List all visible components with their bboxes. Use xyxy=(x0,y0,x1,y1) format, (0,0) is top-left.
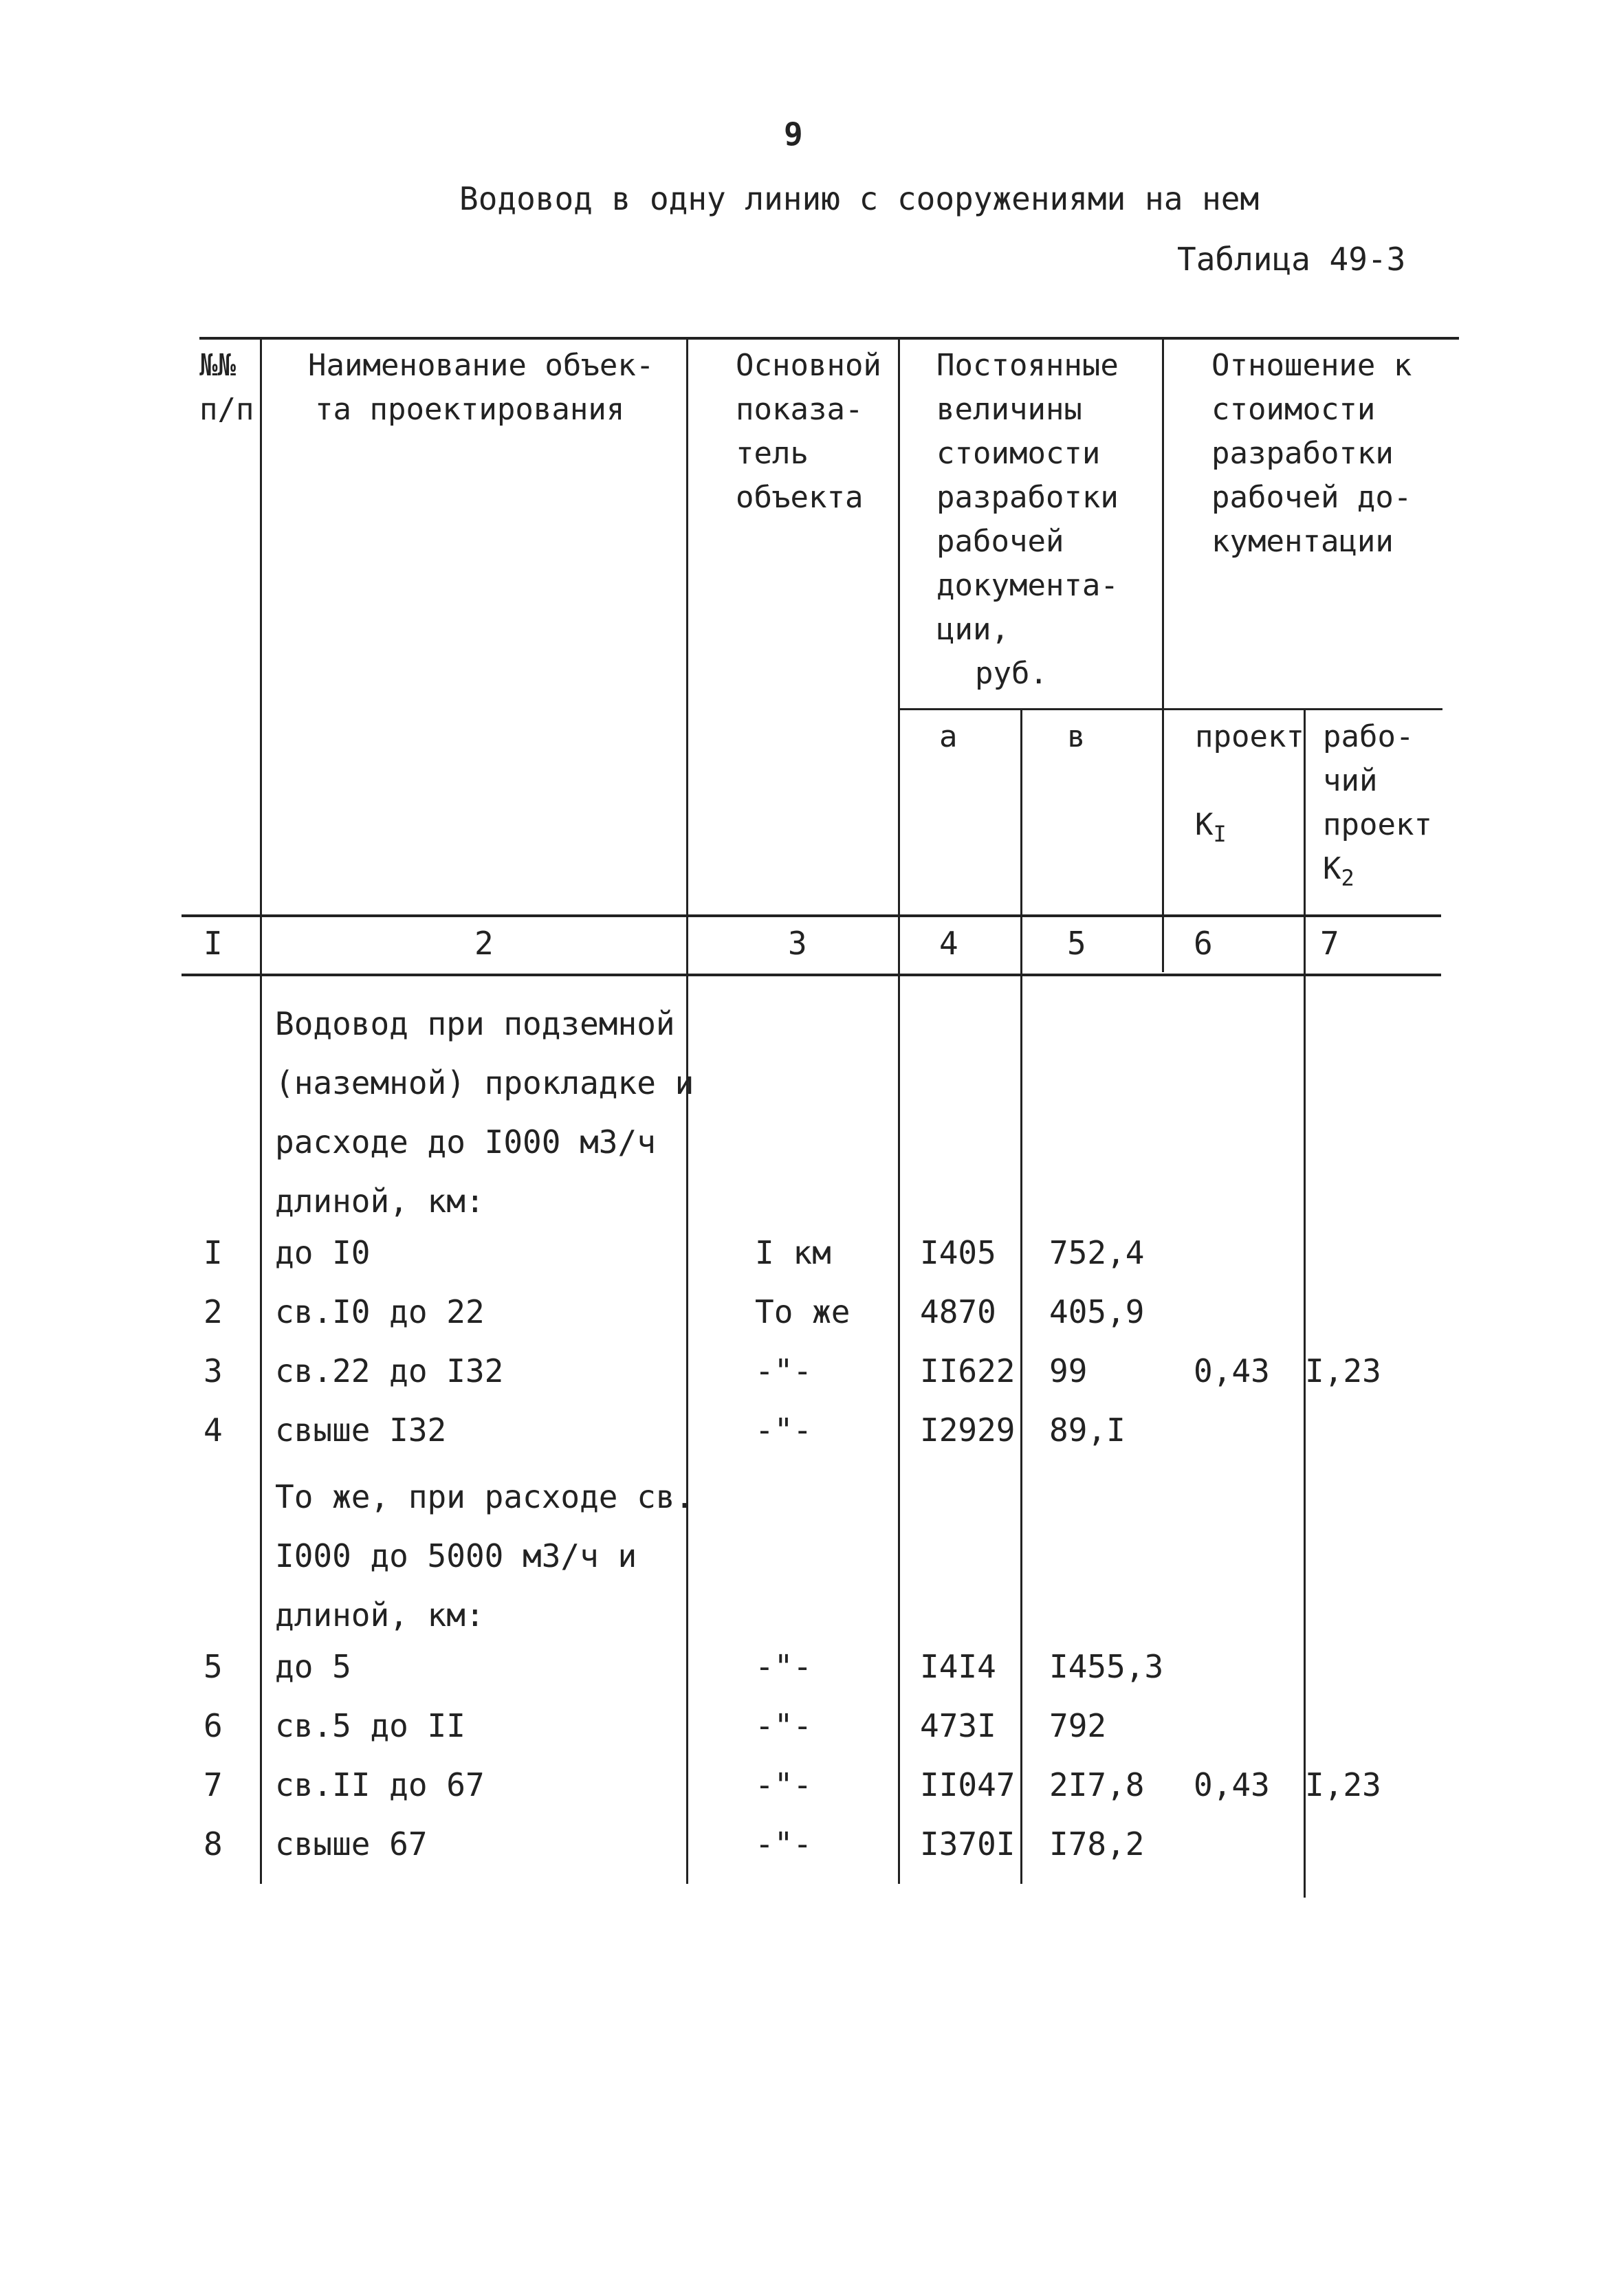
header-col67-line: рабочей до- xyxy=(1211,480,1412,515)
row-value-a: 4870 xyxy=(920,1293,996,1330)
header-col2-line: та проектирования xyxy=(315,392,625,427)
header-col45-line: руб. xyxy=(975,656,1048,691)
row-name: св.I0 до 22 xyxy=(275,1293,485,1330)
row-name: до 5 xyxy=(275,1648,351,1685)
header-col3 xyxy=(736,344,881,520)
section1-heading-line: (наземной) прокладке и xyxy=(275,1064,694,1101)
row-number: 2 xyxy=(204,1293,223,1330)
k1-index: I xyxy=(1213,820,1227,847)
section2-heading-line: длиной, км: xyxy=(275,1596,485,1634)
row-value-b: 2I7,8 xyxy=(1049,1766,1145,1803)
header-col45-line: Постоянные xyxy=(936,348,1119,383)
header-subdivision-rule xyxy=(898,708,1442,710)
header-sub-k2-line: проект xyxy=(1323,807,1432,842)
document-title: Водовод в одну линию с сооружениями на нем xyxy=(459,180,1260,217)
header-sub-b: в xyxy=(1067,719,1086,754)
row-name: св.5 до II xyxy=(275,1707,465,1744)
section2-heading-line: То же, при расходе св. xyxy=(275,1478,694,1515)
row-value-b: I78,2 xyxy=(1049,1825,1145,1863)
row-k1: 0,43 xyxy=(1194,1766,1270,1803)
row-name: свыше 67 xyxy=(275,1825,428,1863)
header-col2-line: Наименование объек- xyxy=(308,348,655,383)
section2-heading xyxy=(275,1467,694,1645)
row-value-b: 405,9 xyxy=(1049,1293,1145,1330)
row-number: 6 xyxy=(204,1707,223,1744)
k2-index: 2 xyxy=(1341,864,1354,891)
row-value-a: I370I xyxy=(920,1825,1016,1863)
row-value-b: 89,I xyxy=(1049,1412,1126,1449)
row-value-b: 99 xyxy=(1049,1352,1088,1390)
row-indicator: -"- xyxy=(755,1707,813,1744)
row-value-a: 473I xyxy=(920,1707,996,1744)
row-indicator: I км xyxy=(755,1234,831,1271)
header-col1 xyxy=(199,344,254,432)
col-divider-4 xyxy=(1020,708,1022,1884)
row-name: свыше I32 xyxy=(275,1412,447,1449)
row-number: 4 xyxy=(204,1412,223,1449)
header-sub-k2-line: чий xyxy=(1323,763,1378,798)
header-col67-line: стоимости xyxy=(1211,392,1376,427)
header-col45-line: рабочей xyxy=(936,524,1064,559)
column-number: 4 xyxy=(939,925,958,962)
header-col3-line: тель xyxy=(736,436,809,471)
column-number: 2 xyxy=(474,925,494,962)
row-value-a: I405 xyxy=(920,1234,996,1271)
col-divider-3 xyxy=(898,337,900,1884)
row-value-a: I2929 xyxy=(920,1412,1016,1449)
header-col45 xyxy=(936,344,1119,696)
col-divider-6 xyxy=(1304,708,1306,1898)
row-k2: I,23 xyxy=(1305,1352,1381,1390)
column-number: 3 xyxy=(788,925,807,962)
column-numbers-bottom-rule xyxy=(182,974,1441,976)
header-col2 xyxy=(308,344,654,432)
header-sub-k1 xyxy=(1195,715,1304,856)
header-col3-line: показа- xyxy=(736,392,864,427)
header-sub-k2-line: рабо- xyxy=(1323,719,1414,754)
header-col67 xyxy=(1211,344,1412,564)
row-value-a: I4I4 xyxy=(920,1648,996,1685)
header-sub-k1-label: проект xyxy=(1195,719,1304,754)
header-col67-line: Отношение к xyxy=(1211,348,1412,383)
header-sub-k1-spacer xyxy=(1195,759,1304,803)
k1-symbol: К xyxy=(1195,807,1214,842)
row-k2: I,23 xyxy=(1305,1766,1381,1803)
row-indicator: -"- xyxy=(755,1648,813,1685)
row-number: 7 xyxy=(204,1766,223,1803)
header-col1-line: №№ xyxy=(199,348,236,383)
header-sub-k2 xyxy=(1323,715,1432,900)
table-top-rule xyxy=(199,337,1459,340)
page-number: 9 xyxy=(784,116,803,153)
header-col45-line: величины xyxy=(936,392,1082,427)
row-name: до I0 xyxy=(275,1234,371,1271)
section1-heading-line: длиной, км: xyxy=(275,1183,485,1220)
row-value-a: II047 xyxy=(920,1766,1016,1803)
row-name: св.22 до I32 xyxy=(275,1352,504,1390)
column-number: 6 xyxy=(1194,925,1213,962)
header-col45-line: разработки xyxy=(936,480,1119,515)
row-number: 5 xyxy=(204,1648,223,1685)
row-number: 3 xyxy=(204,1352,223,1390)
header-sub-k1-formula xyxy=(1195,803,1304,856)
col-divider-5 xyxy=(1162,337,1164,972)
section1-heading xyxy=(275,994,694,1231)
header-col3-line: Основной xyxy=(736,348,881,383)
row-indicator: -"- xyxy=(755,1352,813,1390)
section2-heading-line: I000 до 5000 м3/ч и xyxy=(275,1537,637,1574)
row-value-b: I455,3 xyxy=(1049,1648,1164,1685)
row-value-a: II622 xyxy=(920,1352,1016,1390)
header-col67-line: разработки xyxy=(1211,436,1394,471)
section1-heading-line: Водовод при подземной xyxy=(275,1005,675,1042)
header-bottom-rule xyxy=(182,914,1441,917)
header-col45-line: ции, xyxy=(936,612,1009,647)
row-indicator: -"- xyxy=(755,1766,813,1803)
row-value-b: 792 xyxy=(1049,1707,1107,1744)
row-number: 8 xyxy=(204,1825,223,1863)
row-k1: 0,43 xyxy=(1194,1352,1270,1390)
row-value-b: 752,4 xyxy=(1049,1234,1145,1271)
header-sub-a: а xyxy=(939,719,958,754)
header-col3-line: объекта xyxy=(736,480,864,515)
k2-symbol: К xyxy=(1323,851,1341,886)
row-number: I xyxy=(204,1234,223,1271)
header-sub-k2-formula xyxy=(1323,847,1432,900)
table-label: Таблица 49-3 xyxy=(1177,241,1406,278)
row-indicator: -"- xyxy=(755,1412,813,1449)
header-col1-line: п/п xyxy=(199,392,254,427)
header-col67-line: кументации xyxy=(1211,524,1394,559)
column-number: 5 xyxy=(1067,925,1086,962)
column-number: 7 xyxy=(1320,925,1339,962)
header-col45-line: документа- xyxy=(936,568,1119,603)
row-indicator: То же xyxy=(755,1293,851,1330)
section1-heading-line: расходе до I000 м3/ч xyxy=(275,1123,656,1161)
col-divider-1 xyxy=(260,337,262,1884)
row-name: св.II до 67 xyxy=(275,1766,485,1803)
header-col45-line: стоимости xyxy=(936,436,1101,471)
column-number: I xyxy=(204,925,223,962)
row-indicator: -"- xyxy=(755,1825,813,1863)
